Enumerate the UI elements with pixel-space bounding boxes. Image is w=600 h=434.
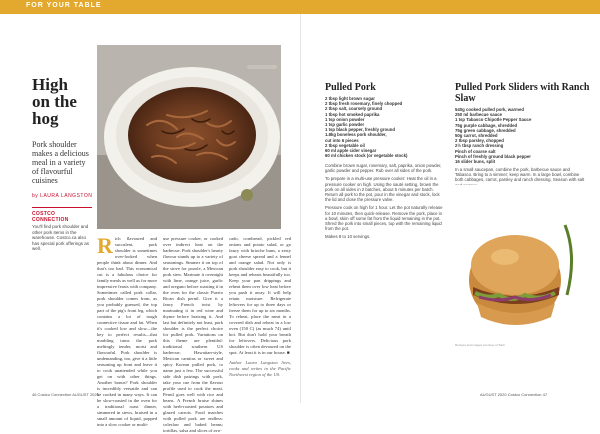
ingredient-line: Pinch of freshly ground black pepper — [455, 153, 531, 159]
method-paragraph: Makes 8 to 10 servings. — [325, 234, 371, 240]
ingredient-line: 60 ml apple cider vinegar — [325, 148, 377, 154]
right-page-footer: AUGUST 2020 Costco Connection 47 — [480, 392, 548, 397]
ingredient-line: 540g cooked pulled pork, warmed — [455, 107, 525, 112]
ingredient-line: 250 ml barbecue sauce — [455, 112, 503, 118]
ingredient-line: 2 tbsp light brown sugar — [325, 96, 375, 101]
left-page-footer: 46 Costco Connection AUGUST 2020 — [32, 392, 99, 397]
sliders-ingredients — [455, 107, 590, 164]
ingredient-line: 50g carrot, shredded — [455, 133, 498, 139]
column-1-text: ich flavoured and succulent, pork shoulder is sometimes over-looked when people think about dinner. And that's too bad. This economical cut is a fabulous choice for family meals as well as for more impressive feasts with company. Sometimes called pork collar, pork shoulder comes from, as you probably guessed, the top part of the pig's front leg, which contains a lot of tough connective tissue and fat. When it's cooked low and slow—the key to perfect results—that marbling turns the pork meltingly tender, moist and flavourful. Pork shoulder is undemanding, too, give it a little seasoning up front and leave it to cook unattended while you get on with other things. Another bonus? Pork shoulder is incredibly versatile and can be cooked in many ways. It can be slow-roasted in the oven for a traditional roast dinner, simmered in stews, braised in a small amount of liquid, popped into a slow cooker or multi- — [97, 236, 157, 427]
ingredient-line: 16 slider buns, split — [455, 159, 496, 165]
method-paragraph: In a small saucepan, combine the pork, barbecue sauce and Tabasco. Bring to a simmer; keep warm. In a large bowl, combine both cabbages, carrot, parsley and ranch dressing. Season with salt — [455, 167, 585, 183]
ingredient-line: 60 ml chicken stock (or vegetable stock) — [325, 153, 408, 159]
ingredient-line: Pinch of coarse salt — [455, 148, 496, 154]
headline-line: on the — [32, 92, 77, 111]
ingredient-line: 1 tsp black pepper, freshly ground — [325, 127, 395, 133]
ingredient-line: cut into 6 pieces — [325, 137, 359, 143]
recipe-title-sliders: Pulled Pork Sliders with Ranch Slaw — [455, 82, 590, 104]
pulled-pork-ingredients — [325, 96, 445, 158]
recipe-title-pulled-pork: Pulled Pork — [325, 82, 376, 93]
article-dek: Pork shoulder makes a delicious meal in a variety of flavourful cuisines — [32, 140, 89, 185]
article-column-1 — [97, 233, 157, 427]
ingredient-line: 75g green cabbage, shredded — [455, 127, 516, 133]
method-paragraph: To prepare in a multi-use pressure cooker: Heat the oil in a pressure cooker on high. Using the sauté setting, brown the pork on all sides in 2 batches, about 5 minutes per batch. Return all pork to the pot, pour in the vinegar and stock, lock the lid and close the pressure valve. — [325, 176, 440, 203]
ingredient-line: 1.8kg boneless pork shoulder, — [325, 132, 387, 138]
dropcap: R — [97, 233, 113, 258]
pulled-pork-photo — [97, 45, 281, 229]
ingredient-line: 2 tbsp vegetable oil — [325, 142, 365, 148]
section-bar — [0, 0, 600, 14]
ingredient-line: 1 tsp Tabasco Chipotle Pepper Sauce — [455, 117, 532, 123]
sliders-photo — [455, 185, 588, 340]
byline: by LAURA LANGSTON — [32, 193, 93, 199]
ingredient-line: 1 tbsp hot smoked paprika — [325, 111, 380, 117]
ingredient-line: 2½ tbsp ranch dressing — [455, 143, 504, 149]
sidebar-body: You'll find pork shoulder and other pork items in the warehouse. Costco.ca also has special pork offerings as well. — [32, 224, 89, 251]
method-paragraph: Combine brown sugar, rosemary, salt, paprika, onion powder, garlic powder and pepper. Rub over all sides of the pork. — [325, 163, 442, 174]
article-column-2: use pressure cooker, or cooked over indirect heat on the barbecue. Pork shoulder's hearty flavour stands up to a variety of seasonings. Simmer it on top of the stove for pozole, a Mexican pork stew. Marinate it overnight with lime, orange juice, garlic and oregano before roasting it in the oven for the classic Puerto Rican dish pernil. Give it a fancy French twist by marinating it in red wine and thyme before braising it. And last but definitely not least, pork shoulder is the perfect choice for pulled pork. Variations on this theme are plentiful: traditional southern US barbecue, Hawaiian-style, Mexican carnitas or sweet and spicy Korean pulled pork, to name just a few. The successful side dish pairings with pork, take your cue from the flavour profile used to cook the meat. Pernil goes well with rice and beans. A French braise shines with herb-roasted potatoes and glazed carrots. Food matches with pulled pork are endless: coleslaw and baked beans; tortillas, salsa and slices of avo- — [163, 236, 223, 433]
ingredient-line: 1 tsp garlic powder — [325, 122, 365, 128]
sidebar-heading: COSTCO CONNECTION — [32, 211, 69, 223]
ingredient-line: 75g purple cabbage, shredded — [455, 122, 518, 128]
page-gutter — [300, 14, 301, 403]
headline-line: High — [32, 75, 68, 94]
section-label: FOR YOUR TABLE — [26, 2, 102, 9]
author-note: Author Laura Langston lives, cooks and writes in the Pacific Northwest region of the US. — [229, 360, 291, 377]
pulled-pork-method — [325, 163, 443, 293]
ingredient-line: 2 tbsp fresh rosemary, finely chopped — [325, 101, 403, 107]
article-headline — [32, 76, 92, 127]
recipe-credit: Recipes and images courtesy of Tanti — [455, 343, 505, 347]
article-column-3: cado, cornbread, pickled red onions and potato salad, or go fancy with brioche buns, a zesty goat cheese spread and a fennel and orange salad. Not only is pork shoulder easy to cook, but it keeps and reheats beautifully too. Keep your pan drippings and reheat them over low heat before you push it away. It will help retain moisture. Refrigerate leftovers for up to three days or freeze them for up to six months. To reheat, place the meat in a covered dish and reheat in a low oven (150 C) (as much 74) until hot. But don't hold your breath for leftovers. Delicious pork shoulder is often devoured on the spot. At least it is in our house. ■ — [229, 236, 291, 355]
ingredient-line: 1 tsp onion powder — [325, 116, 365, 122]
method-paragraph: Pressure cook on high for 1 hour. Let the pot naturally release for 10 minutes, then quick-release. Remove the pork, place in a bowl, skim off some fat from the liquid remaining in the pot. Shred the pork into small pieces, top with the remaining liquid from the pot. — [325, 205, 443, 232]
ingredient-line: 2 tbsp salt, coarsely ground — [325, 106, 383, 112]
sidebar-rule — [32, 207, 92, 208]
headline-line: hog — [32, 109, 59, 128]
ingredient-line: 2 tbsp parsley, chopped — [455, 138, 504, 144]
